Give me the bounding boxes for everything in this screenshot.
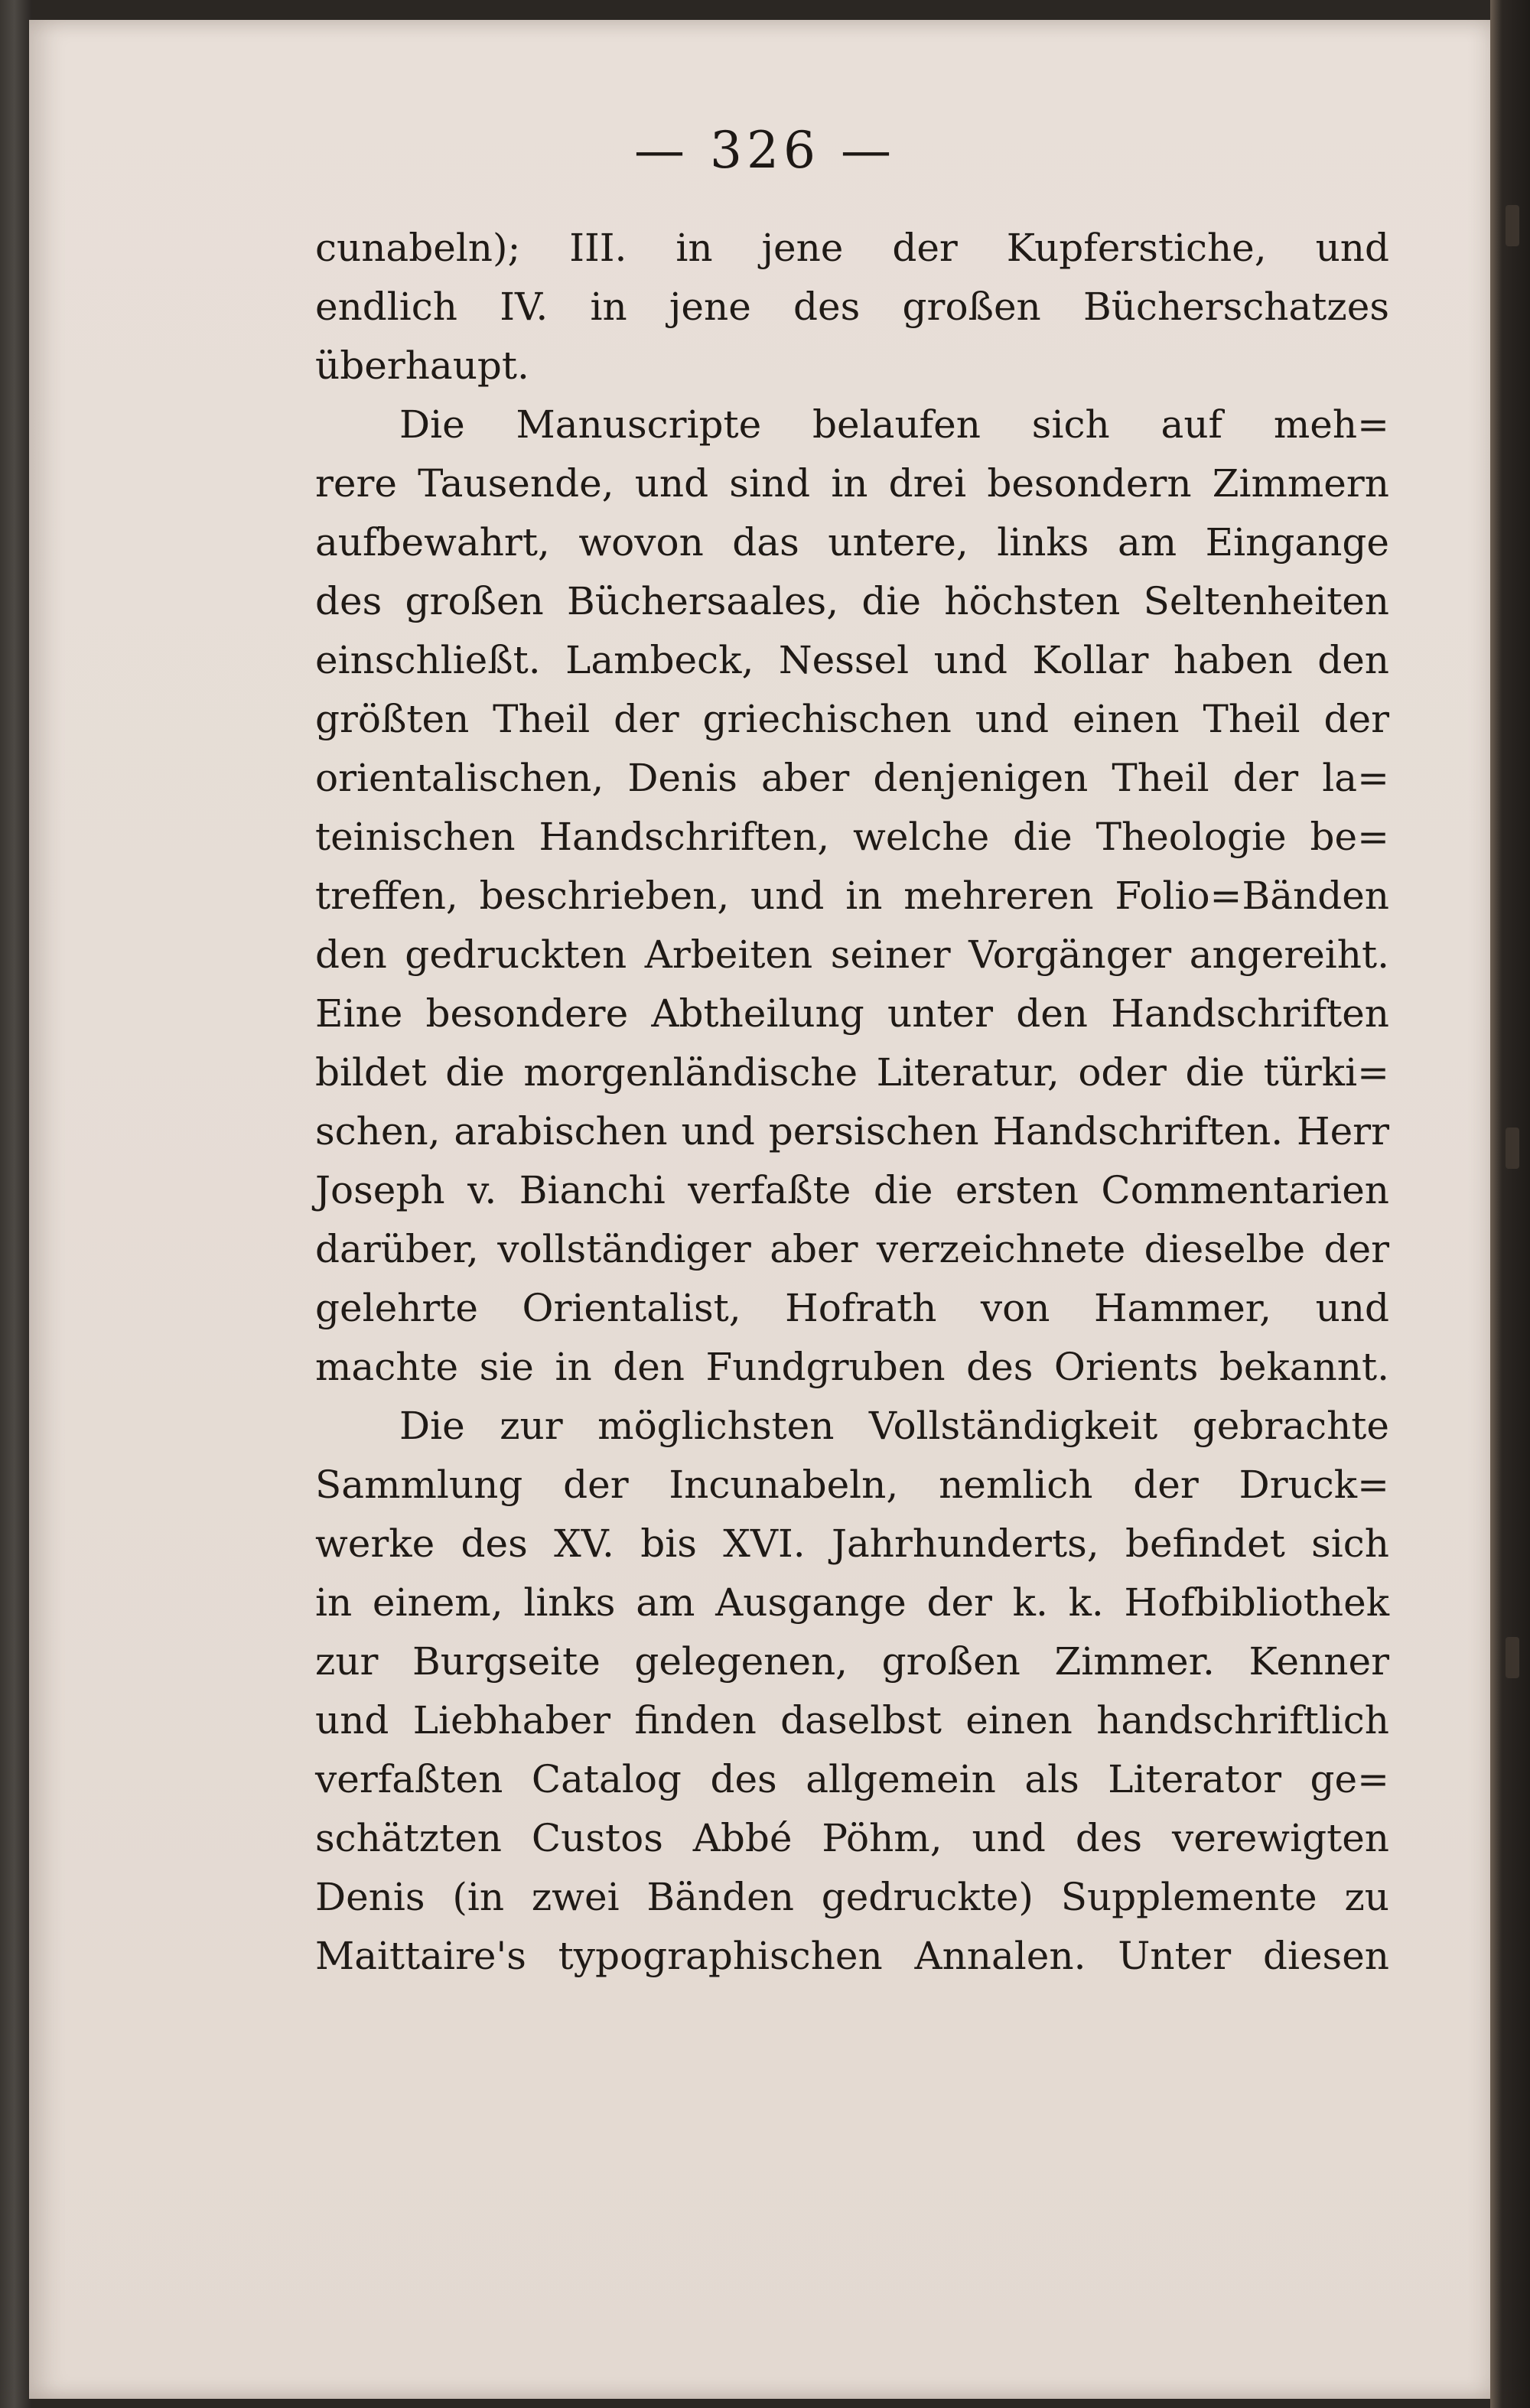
- body-text: [315, 219, 1389, 1986]
- book-binding: [0, 0, 32, 2408]
- page-number: — 326 —: [634, 121, 896, 180]
- page-tab-marker: [1506, 1637, 1519, 1678]
- text-line: Joseph v. Bianchi verfaßte die ersten Commentarien: [315, 1168, 1389, 1212]
- text-line: darüber, vollständiger aber verzeichnete dieselbe der: [315, 1227, 1389, 1271]
- page-edge: [1490, 0, 1530, 2408]
- text-line: aufbewahrt, wovon das untere, links am Eingange: [315, 520, 1389, 565]
- text-line: treffen, beschrieben, und in mehreren Folio=Bänden: [315, 874, 1389, 918]
- text-line: bildet die morgenländische Literatur, oder die türki=: [315, 1050, 1389, 1095]
- text-line: Die Manuscripte belaufen sich auf meh=: [399, 402, 1389, 447]
- text-line: und Liebhaber finden daselbst einen handschriftlich: [315, 1698, 1389, 1743]
- text-line: machte sie in den Fundgruben des Orients bekannt.: [315, 1345, 1389, 1389]
- text-line: verfaßten Catalog des allgemein als Literator ge=: [315, 1757, 1389, 1801]
- text-line: werke des XV. bis XVI. Jahrhunderts, befindet sich: [315, 1521, 1389, 1566]
- text-line: schen, arabischen und persischen Handschriften. Herr: [315, 1109, 1389, 1154]
- text-line: Eine besondere Abtheilung unter den Handschriften: [315, 991, 1389, 1036]
- text-line: einschließt. Lambeck, Nessel und Kollar haben den: [315, 638, 1389, 682]
- page-tab-marker: [1506, 1128, 1519, 1169]
- text-line: überhaupt.: [315, 343, 529, 388]
- text-line: cunabeln); III. in jene der Kupferstiche, und: [315, 226, 1389, 270]
- text-line: des großen Büchersaales, die höchsten Seltenheiten: [315, 579, 1389, 623]
- text-line: teinischen Handschriften, welche die Theologie be=: [315, 815, 1389, 859]
- text-line: den gedruckten Arbeiten seiner Vorgänger angereiht.: [315, 932, 1389, 977]
- text-line: gelehrte Orientalist, Hofrath von Hammer, und: [315, 1286, 1389, 1330]
- text-line: Sammlung der Incunabeln, nemlich der Druck=: [315, 1463, 1389, 1507]
- text-line: größten Theil der griechischen und einen Theil der: [315, 697, 1389, 741]
- text-line: in einem, links am Ausgange der k. k. Hofbibliothek: [315, 1580, 1389, 1625]
- text-line: orientalischen, Denis aber denjenigen Theil der la=: [315, 756, 1389, 800]
- text-line: endlich IV. in jene des großen Bücherschatzes: [315, 285, 1389, 329]
- text-line: schätzten Custos Abbé Pöhm, und des verewigten: [315, 1816, 1389, 1860]
- text-line: Maittaire's typographischen Annalen. Unter diesen: [315, 1934, 1389, 1978]
- page-tab-marker: [1506, 205, 1519, 246]
- text-line: zur Burgseite gelegenen, großen Zimmer. Kenner: [315, 1639, 1389, 1684]
- text-line: Die zur möglichsten Vollständigkeit gebrachte: [399, 1404, 1389, 1448]
- text-line: Denis (in zwei Bänden gedruckte) Supplemente zu: [315, 1875, 1389, 1919]
- text-line: rere Tausende, und sind in drei besondern Zimmern: [315, 461, 1389, 506]
